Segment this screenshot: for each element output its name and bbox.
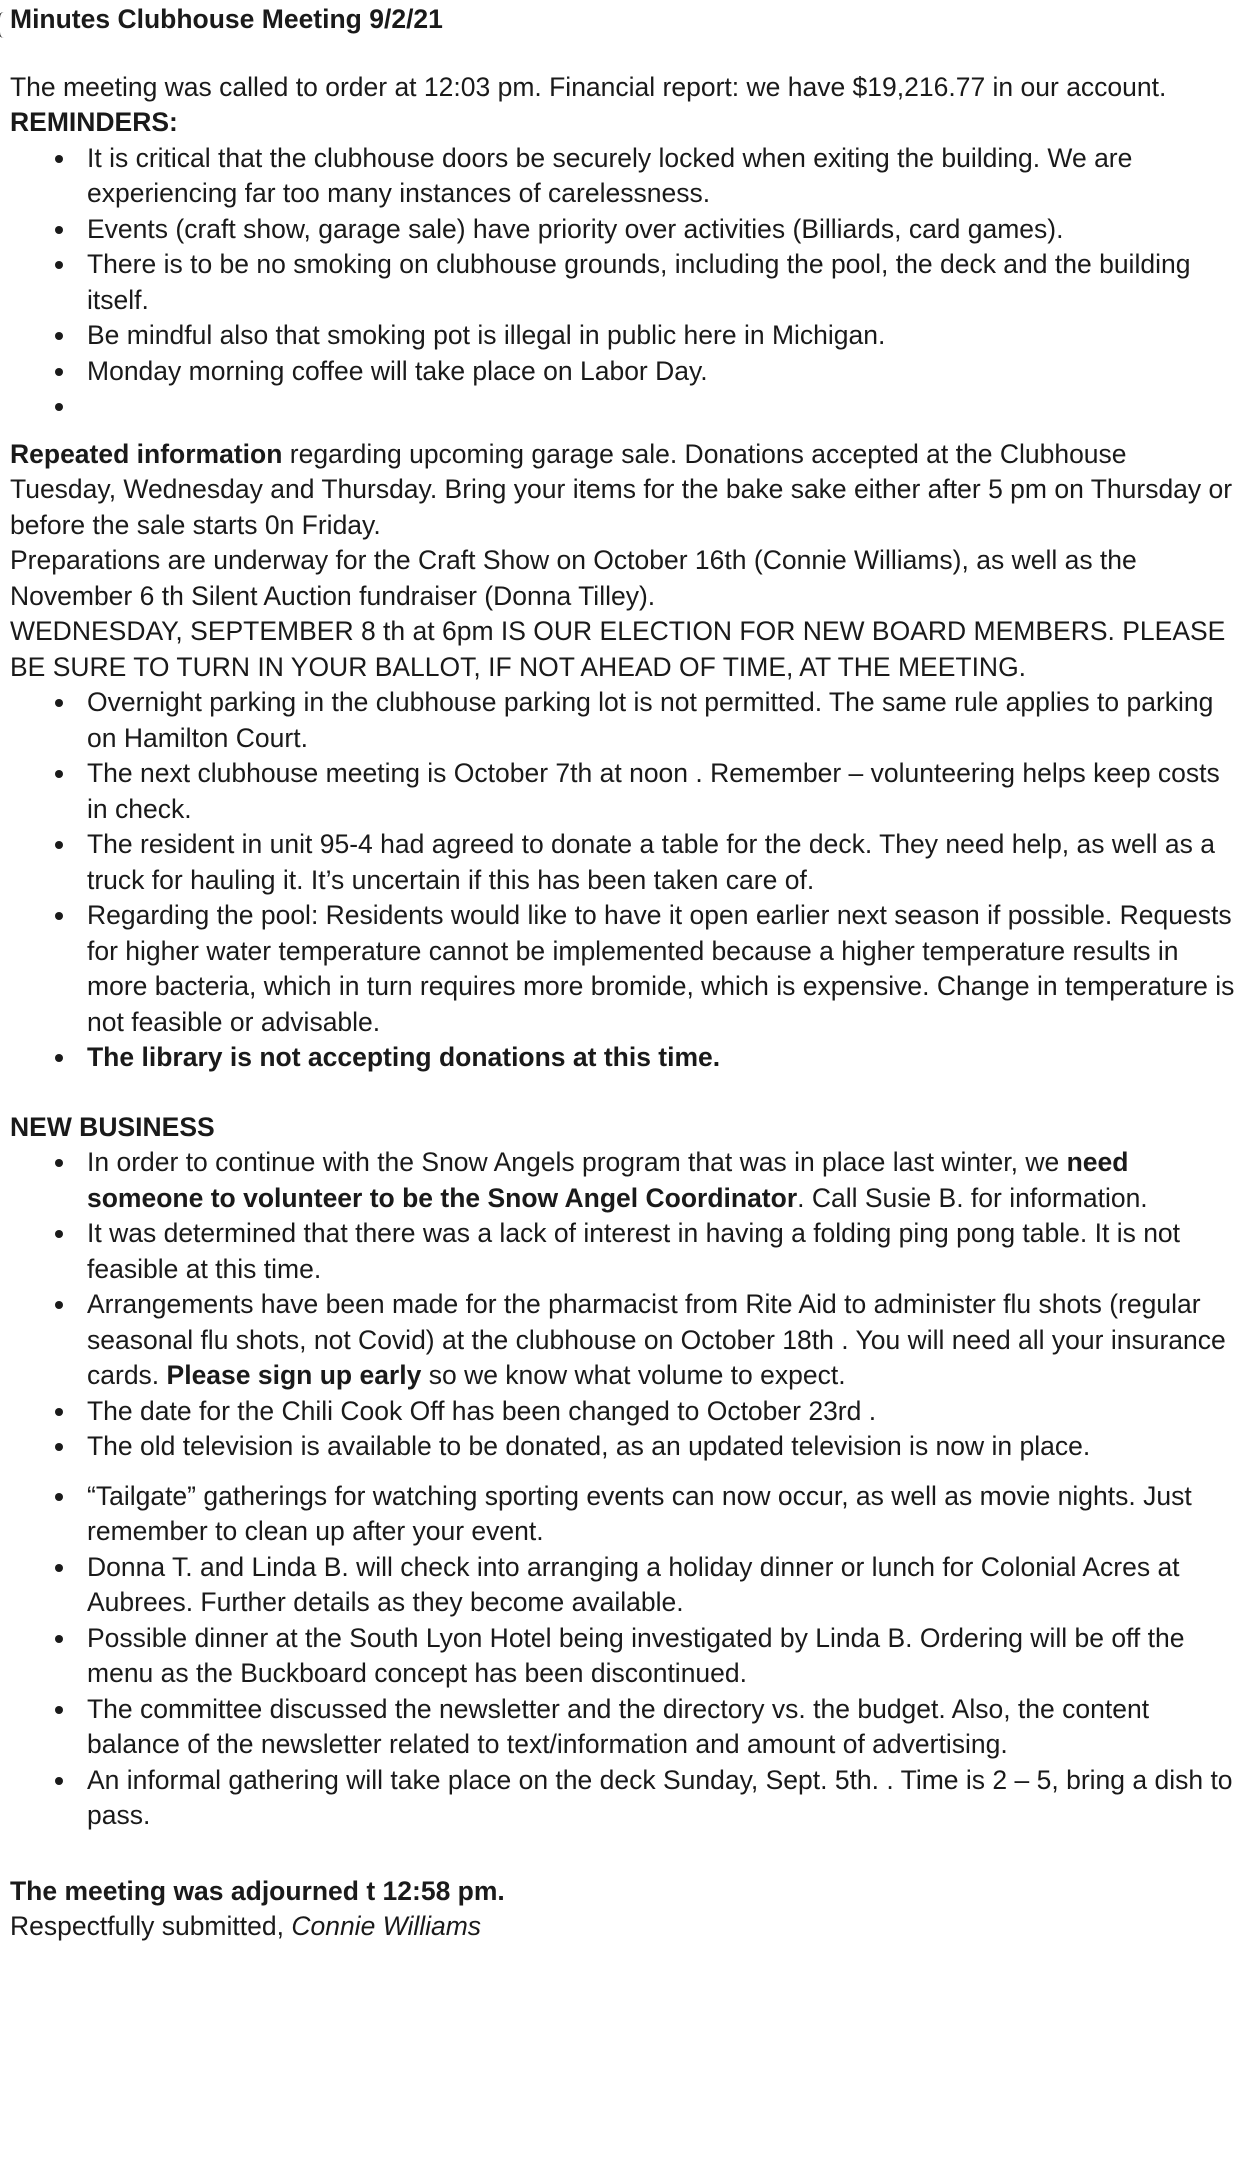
list-item: Overnight parking in the clubhouse parking lot is not permitted. The same rule applies to parking on Hamilton Court.	[87, 685, 1235, 756]
list-item: An informal gathering will take place on the deck Sunday, Sept. 5th. . Time is 2 – 5, bring a dish to pass.	[87, 1763, 1235, 1834]
flu-post: so we know what volume to expect.	[421, 1360, 846, 1390]
list-item: The committee discussed the newsletter and the directory vs. the budget. Also, the content balance of the newsletter related to text/information and amount of advertising.	[87, 1692, 1235, 1763]
garage-sale-text: regarding upcoming garage sale. Donations accepted at the Clubhouse Tuesday, Wednesday and Thursday. Bring your items for the bake sake either after 5 pm on Thursday or before the sale starts 0n Friday.	[10, 438, 1233, 540]
submitted-line	[10, 1909, 1235, 1945]
preparations-paragraph: Preparations are underway for the Craft Show on October 16th (Connie Williams), as well as the November 6 th Silent Auction fundraiser (Donna Tilley).	[10, 545, 1137, 611]
minutes-document	[10, 0, 1235, 1945]
list-item: There is to be no smoking on clubhouse grounds, including the pool, the deck and the building itself.	[87, 247, 1235, 318]
notices-list	[10, 685, 1235, 1076]
list-item: Donna T. and Linda B. will check into arranging a holiday dinner or lunch for Colonial Acres at Aubrees. Further details as they become available.	[87, 1550, 1235, 1621]
intro-paragraph: The meeting was called to order at 12:03 pm. Financial report: we have $19,216.77 in our account.	[10, 71, 1167, 102]
reminders-heading: REMINDERS:	[10, 107, 178, 137]
list-item: It is critical that the clubhouse doors be securely locked when exiting the building. We are experiencing far too many instances of carelessness.	[87, 141, 1235, 212]
library-text: The library is not accepting donations at this time.	[87, 1042, 721, 1072]
list-item: The next clubhouse meeting is October 7th at noon . Remember – volunteering helps keep costs in check.	[87, 756, 1235, 827]
margin-mark	[0, 12, 10, 38]
new-business-list	[10, 1145, 1235, 1834]
list-item: Monday morning coffee will take place on Labor Day.	[87, 354, 1235, 390]
flu-bold: Please sign up early	[166, 1360, 422, 1390]
new-business-heading: NEW BUSINESS	[10, 1111, 215, 1142]
library-item	[87, 1040, 1235, 1076]
list-item: It was determined that there was a lack of interest in having a folding ping pong table. It is not feasible at this time.	[87, 1216, 1235, 1287]
adjourned-line: The meeting was adjourned t 12:58 pm.	[10, 1875, 505, 1906]
list-item: The resident in unit 95-4 had agreed to donate a table for the deck. They need help, as well as a truck for hauling it. It’s uncertain if this has been taken care of.	[87, 827, 1235, 898]
election-notice: WEDNESDAY, SEPTEMBER 8 th at 6pm IS OUR ELECTION FOR NEW BOARD MEMBERS. PLEASE BE SURE TO TURN IN YOUR BALLOT, IF NOT AHEAD OF TIME, AT THE MEETING.	[10, 616, 1226, 682]
list-item: Regarding the pool: Residents would like to have it open earlier next season if possible. Requests for higher water temperature cannot be implemented because a higher temperature results in more bacteria, which in turn requires more bromide, which is expensive. Change in temperature is not feasible or advisable.	[87, 898, 1235, 1040]
list-item: Possible dinner at the South Lyon Hotel being investigated by Linda B. Ordering will be off the menu as the Buckboard concept has been discontinued.	[87, 1621, 1235, 1692]
list-item: Events (craft show, garage sale) have priority over activities (Billiards, card games).	[87, 212, 1235, 248]
list-item: “Tailgate” gatherings for watching sporting events can now occur, as well as movie nights. Just remember to clean up after your event.	[87, 1479, 1235, 1550]
flu-pre: Arrangements have been made for the pharmacist from Rite Aid to administer flu shots (regular seasonal flu shots, not Covid) at the clubhouse on October 18th . You will need all your insurance cards.	[87, 1289, 1226, 1390]
submitted-label: Respectfully submitted,	[10, 1911, 292, 1941]
snow-pre: In order to continue with the Snow Angels program that was in place last winter, we	[87, 1147, 1067, 1177]
garage-sale-paragraph	[10, 437, 1235, 544]
snow-post: . Call Susie B. for information.	[797, 1182, 1148, 1213]
list-item: The old television is available to be donated, as an updated television is now in place.	[87, 1429, 1235, 1465]
list-item-snow-angels	[87, 1145, 1235, 1216]
document-title	[10, 2, 1235, 38]
list-item-flu-shots	[87, 1287, 1235, 1394]
list-item: The date for the Chili Cook Off has been changed to October 23rd .	[87, 1394, 1235, 1430]
reminders-list	[10, 141, 1235, 425]
document-title-text: Minutes Clubhouse Meeting 9/2/21	[10, 4, 443, 34]
list-item-empty	[87, 389, 1235, 425]
snow-bold: need someone to volunteer to be the Snow Angel Coordinator	[87, 1147, 1129, 1213]
list-item: Be mindful also that smoking pot is illegal in public here in Michigan.	[87, 318, 1235, 354]
garage-sale-bold: Repeated information	[10, 438, 283, 469]
submitter-name: Connie Williams	[291, 1911, 482, 1941]
